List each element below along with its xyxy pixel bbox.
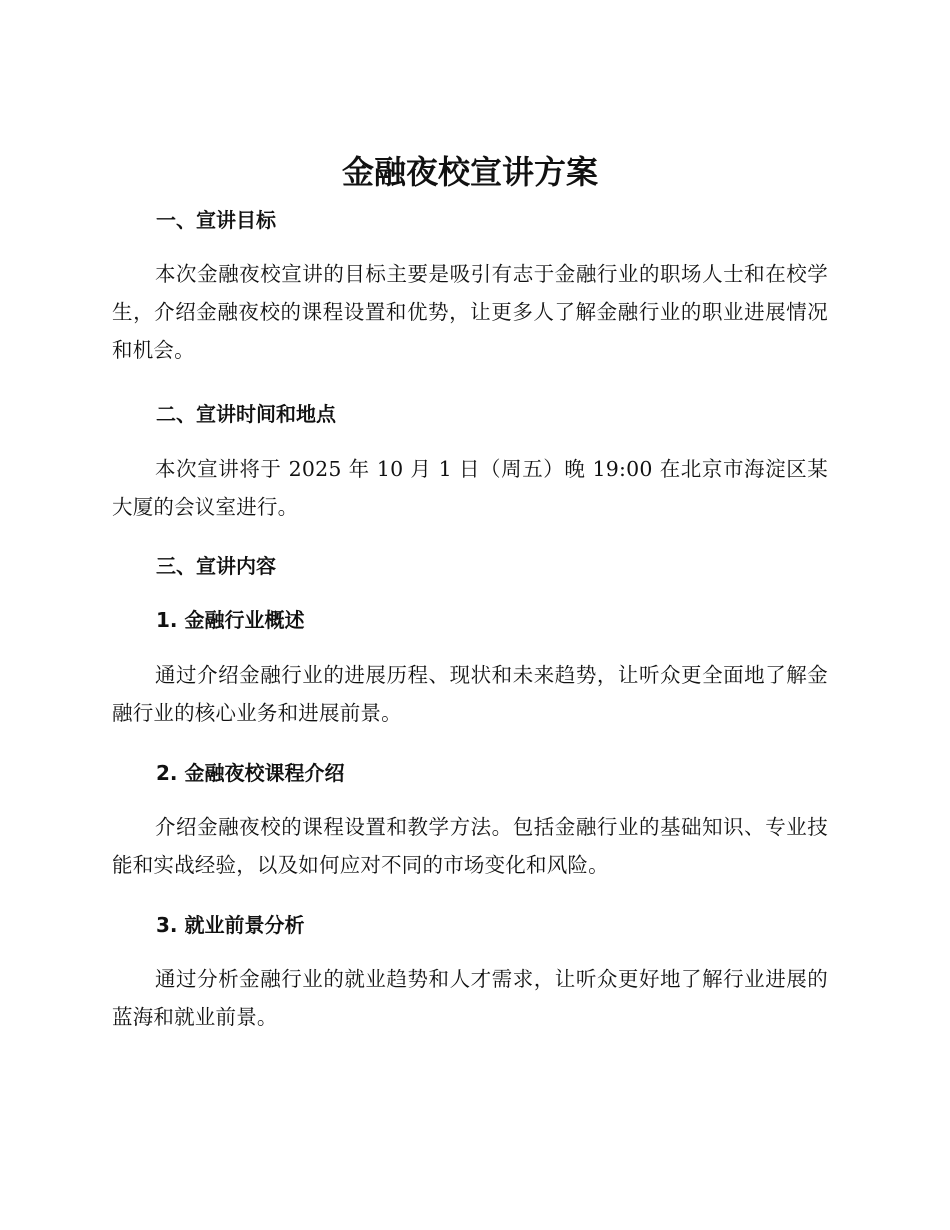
- subsection-heading-course-intro: 2. 金融夜校课程介绍: [156, 761, 345, 785]
- section-heading-time-place: 二、宣讲时间和地点: [156, 402, 336, 426]
- section-heading-content: 三、宣讲内容: [156, 554, 276, 578]
- document-title: 金融夜校宣讲方案: [341, 153, 598, 191]
- subsection-heading-industry-overview: 1. 金融行业概述: [156, 608, 305, 632]
- section-paragraph-time-place: 本次宣讲将于 2025 年 10 月 1 日（周五）晚 19:00 在北京市海淀区某大厦的会议室进行。: [112, 457, 828, 519]
- subsection-heading-employment: 3. 就业前景分析: [156, 913, 305, 937]
- section-heading-goal: 一、宣讲目标: [156, 208, 276, 232]
- section-paragraph-goal: 本次金融夜校宣讲的目标主要是吸引有志于金融行业的职场人士和在校学生，介绍金融夜校的课程设置和优势，让更多人了解金融行业的职业进展情况和机会。: [112, 262, 828, 362]
- subsection-paragraph-industry-overview: 通过介绍金融行业的进展历程、现状和未来趋势，让听众更全面地了解金融行业的核心业务和进展前景。: [112, 663, 828, 725]
- subsection-paragraph-employment: 通过分析金融行业的就业趋势和人才需求，让听众更好地了解行业进展的蓝海和就业前景。: [112, 967, 828, 1029]
- subsection-paragraph-course-intro: 介绍金融夜校的课程设置和教学方法。包括金融行业的基础知识、专业技能和实战经验，以及如何应对不同的市场变化和风险。: [112, 815, 828, 877]
